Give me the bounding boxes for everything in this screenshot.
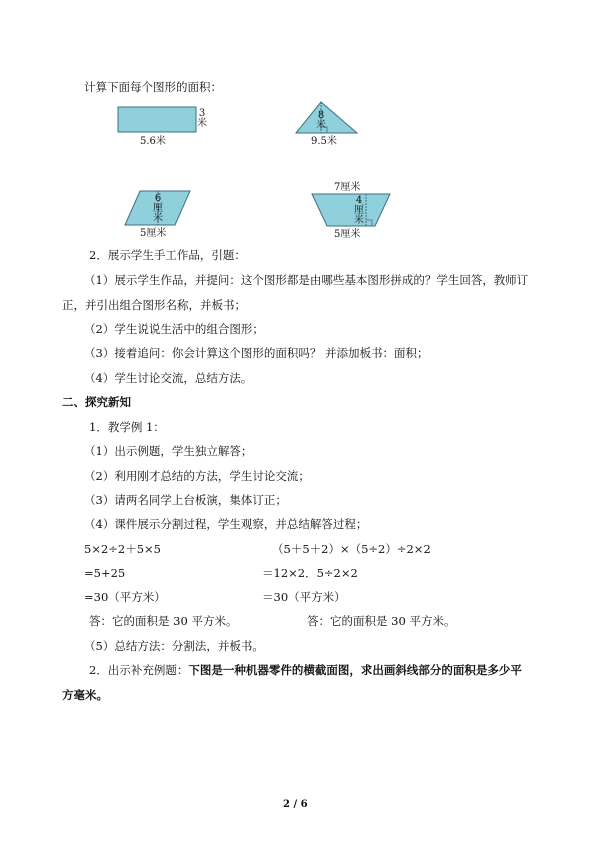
- shapes-figure: [0, 0, 595, 250]
- supplement-line-2: 方毫米。: [62, 688, 108, 702]
- page-number: 2 / 6: [283, 799, 308, 810]
- trap-top-label: 7厘米: [334, 182, 361, 193]
- calc-right-line-1: （5＋5＋2）×（5÷2）÷2×2: [272, 542, 431, 556]
- calc-right-line-3: ＝30（平方米）: [262, 590, 346, 604]
- paragraph-4: （4）学生讨论交流，总结方法。: [84, 371, 253, 385]
- example-step-1: （1）出示例题，学生独立解答；: [84, 444, 253, 458]
- supplement-line-1: [89, 663, 522, 677]
- triangle-shape: [296, 102, 357, 133]
- section-heading: 二、探究新知: [62, 395, 131, 409]
- rect-width-label: 5.6米: [140, 136, 166, 147]
- tri-base-label: 9.5米: [311, 136, 337, 147]
- example-step-2: （2）利用刚才总结的方法，学生讨论交流；: [84, 469, 310, 483]
- paragraph-2: （2）学生说说生活中的组合图形；: [84, 322, 264, 336]
- paragraph-3: （3）接着追问：你会计算这个图形的面积吗？ 并添加板书：面积；: [84, 346, 429, 360]
- paragraph-1a: （1）展示学生作品，并提问：这个图形都是由哪些基本图形拼成的？学生回答，教师订: [84, 273, 529, 287]
- trap-base-label: 5厘米: [334, 229, 361, 240]
- rectangle-shape: [118, 107, 196, 132]
- calc-left-line-2: =5+25: [84, 566, 126, 580]
- calc-left-line-1: 5×2÷2＋5×5: [84, 542, 161, 556]
- calc-left-answer: 答：它的面积是 30 平方米。: [89, 614, 238, 628]
- para-height-label: 6 厘 米: [153, 193, 163, 224]
- rect-height-label: 3 米: [197, 108, 207, 129]
- example-1-heading: 1．教学例 1：: [89, 420, 165, 434]
- trap-height-label: 4 厘 米: [354, 195, 364, 226]
- example-step-4: （4）课件展示分割过程，学生观察，并总结解答过程；: [84, 517, 368, 531]
- para-base-label: 5厘米: [140, 228, 167, 239]
- supplement-prefix: 2．出示补充例题：: [89, 663, 189, 677]
- tri-height-label: 8 米: [316, 110, 326, 131]
- intro-text: 计算下面每个图形的面积：: [84, 80, 222, 94]
- supplement-bold-1: 下图是一种机器零件的横截面图，求出画斜线部分的面积是多少平: [188, 663, 522, 677]
- step2-heading: 2．展示学生手工作品，引题：: [89, 248, 246, 262]
- calc-right-answer: 答：它的面积是 30 平方米。: [307, 614, 456, 628]
- calc-left-line-3: =30（平方米）: [84, 590, 166, 604]
- trapezoid-shape: [312, 194, 390, 226]
- paragraph-1b: 正，并引出组合图形名称，并板书；: [62, 298, 246, 312]
- calc-right-line-2: ＝12×2．5÷2×2: [262, 566, 358, 580]
- example-step-5: （5）总结方法：分割法，并板书。: [84, 639, 264, 653]
- example-step-3: （3）请两名同学上台板演，集体订正；: [84, 493, 287, 507]
